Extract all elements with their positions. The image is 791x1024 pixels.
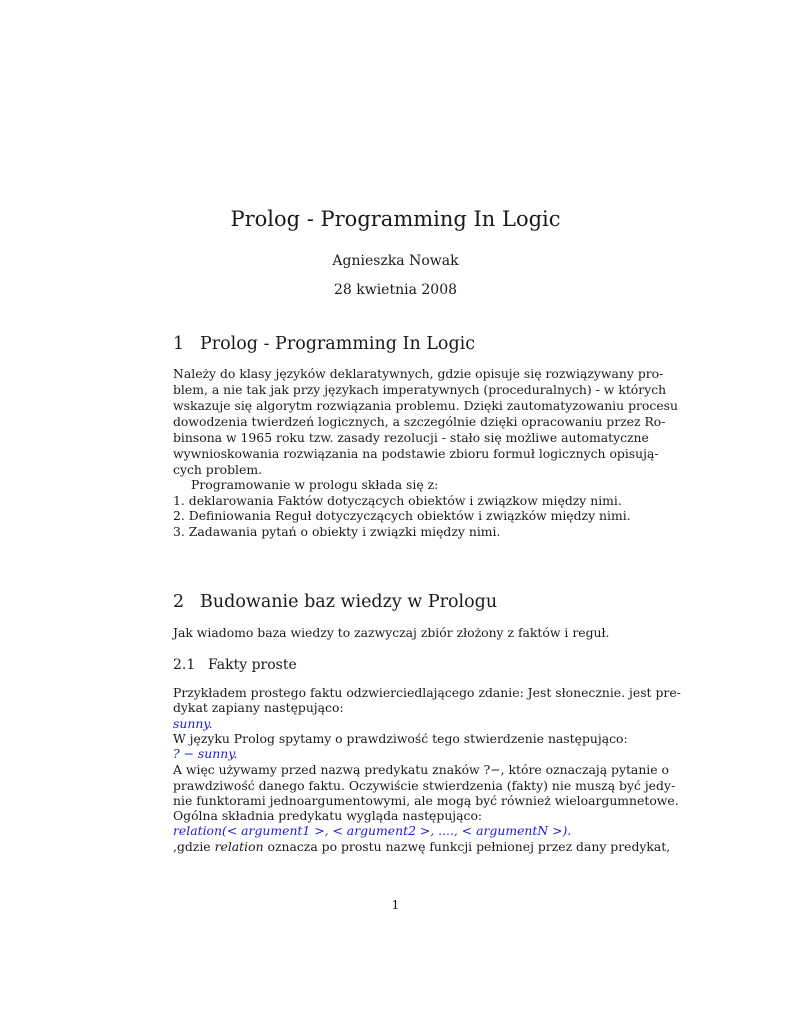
paragraph-line: dowodzenia twierdzeń logicznych, a szczególnie dzięki opracowaniu przez Ro-: [173, 414, 666, 429]
paragraph-line: Ogólna składnia predykatu wygląda następująco:: [173, 808, 483, 823]
text-segment: A więc używamy przed nazwą predykatu znaków: [173, 762, 484, 777]
paragraph-line: wywnioskowania rozwiązania na podstawie zbioru formuł logicznych opisują-: [173, 446, 659, 461]
list-item: 1. deklarowania Faktów dotyczących obiektów i związkow między nimi.: [173, 493, 622, 508]
section-1-heading: [173, 334, 475, 354]
query-symbol: ?−: [483, 762, 501, 777]
relation-term: relation: [214, 839, 264, 854]
paragraph-line: wskazuje się algorytm rozwiązania problemu. Dzięki zautomatyzowaniu procesu: [173, 398, 678, 413]
code-example: relation(< argument1 >, < argument2 >, ...., < argumentN >).: [173, 823, 572, 838]
paragraph-line: [173, 762, 669, 777]
list-intro: Programowanie w prologu składa się z:: [191, 477, 439, 492]
section-title: Prolog - Programming In Logic: [200, 334, 476, 354]
paragraph-line: Należy do klasy języków deklaratywnych, gdzie opisuje się rozwiązywany pro-: [173, 366, 664, 381]
subsection-number: 2.1: [173, 657, 196, 673]
paragraph-line: dykat zapiany następująco:: [173, 700, 344, 715]
code-example: sunny.: [173, 716, 213, 731]
code-example: ? − sunny.: [173, 746, 238, 761]
paragraph-line: [173, 839, 671, 854]
paragraph-line: Jak wiadomo baza wiedzy to zazwyczaj zbiór złożony z faktów i reguł.: [173, 625, 610, 640]
section-number: 2: [173, 592, 185, 612]
paragraph-line: nie funktorami jednoargumentowymi, ale mogą być również wieloargumnetowe.: [173, 793, 679, 808]
list-item: 3. Zadawania pytań o obiekty i związki między nimi.: [173, 524, 501, 539]
text-segment: oznacza po prostu nazwę funkcji pełnionej przez dany predykat,: [263, 839, 671, 854]
section-2-heading: [173, 592, 497, 612]
subsection-2-1-heading: [173, 657, 297, 673]
author-name: Agnieszka Nowak: [332, 253, 459, 269]
paragraph-line: blem, a nie tak jak przy językach imperatywnych (proceduralnych) - w których: [173, 382, 667, 397]
section-number: 1: [173, 334, 185, 354]
document-date: 28 kwietnia 2008: [333, 282, 458, 298]
list-item: 2. Definiowania Reguł dotyczyczących obiektów i związków między nimi.: [173, 508, 631, 523]
page-number: 1: [391, 897, 400, 912]
paragraph-line: binsona w 1965 roku tzw. zasady rezolucji - stało się możliwe automatyczne: [173, 430, 649, 445]
paragraph-line: prawdziwość danego faktu. Oczywiście stwierdzenia (fakty) nie muszą być jedy-: [173, 778, 676, 793]
paragraph-line: cych problem.: [173, 462, 263, 477]
section-title: Budowanie baz wiedzy w Prologu: [200, 592, 498, 612]
paragraph-line: W języku Prolog spytamy o prawdziwość tego stwierdzenie następująco:: [173, 731, 628, 746]
paragraph-line: Przykładem prostego faktu odzwierciedlającego zdanie: Jest słonecznie. jest pre-: [173, 685, 681, 700]
text-segment: ,gdzie: [173, 839, 215, 854]
text-segment: , które oznaczają pytanie o: [500, 762, 669, 777]
subsection-title: Fakty proste: [208, 657, 297, 673]
document-title: Prolog - Programming In Logic: [230, 207, 561, 231]
